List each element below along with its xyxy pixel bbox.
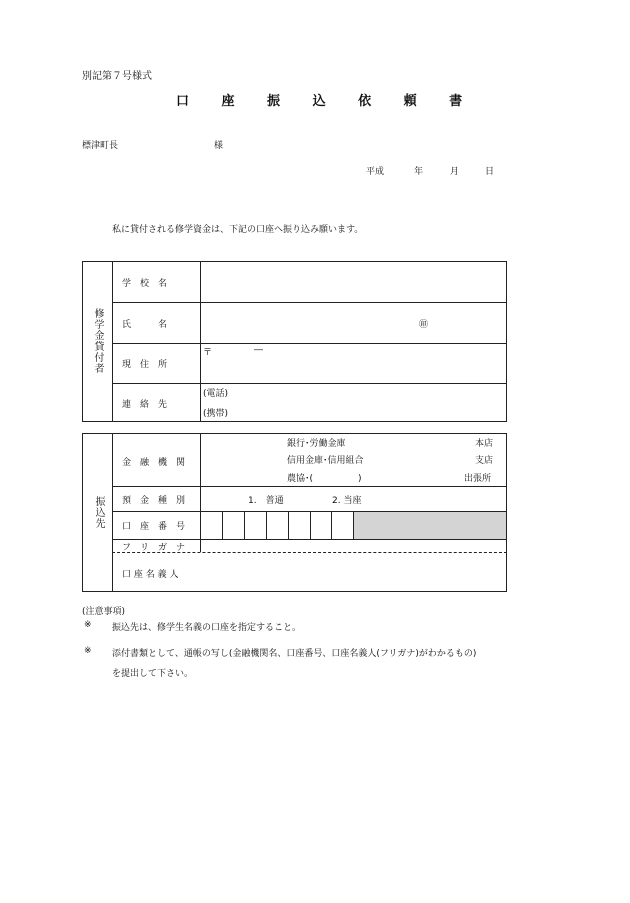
intro-text: 私に貸付される修学資金は、下記の口座へ振り込み願います。	[112, 225, 364, 235]
branch-branch: 支店	[475, 456, 494, 466]
contact-label: 連 絡 先	[122, 400, 168, 410]
postal-mark: 〒	[203, 348, 213, 358]
branch-main: 本店	[475, 439, 494, 449]
notes-heading: (注意事項)	[82, 607, 126, 617]
date-day: 日	[485, 167, 495, 177]
document-title: 口 座 振 込 依 頼 書	[176, 94, 477, 109]
note-item-2: 添付書類として、通帳の写し(金融機関名、口座番号、口座名義人(フリガナ)がわかるもの)	[112, 649, 477, 659]
account-holder-label: 口 座 名 義 人	[122, 570, 179, 580]
note-item-1: 振込先は、修学生名義の口座を指定すること。	[112, 623, 302, 633]
furigana-label: フ リ ガ ナ	[122, 543, 186, 553]
borrower-side-label: 修学金貸付者	[92, 308, 103, 374]
note-item-2-continued: を提出して下さい。	[112, 669, 194, 679]
bank-type-line2: 信用金庫･信用組合	[287, 456, 364, 466]
school-name-label: 学 校 名	[122, 279, 168, 289]
bank-type-line1: 銀行･労働金庫	[287, 439, 346, 449]
name-label: 氏 名	[122, 320, 168, 330]
deposit-type-label: 預 金 種 別	[122, 496, 186, 506]
honorific: 様	[214, 141, 224, 151]
note-mark: ※	[84, 646, 92, 656]
branch-office: 出張所	[464, 474, 492, 484]
phone-label: (電話)	[203, 389, 229, 399]
address-label: 現 住 所	[122, 360, 168, 370]
seal-mark: ㊞	[419, 320, 429, 330]
form-number: 別記第７号様式	[82, 71, 152, 82]
note-mark: ※	[84, 620, 92, 630]
addressee: 標津町長	[82, 141, 119, 151]
transfer-side-label: 振込先	[93, 496, 104, 529]
postal-dash: ―	[254, 345, 263, 355]
mobile-label: (携帯)	[203, 409, 229, 419]
deposit-option-current: 2. 当座	[332, 496, 362, 506]
account-number-shaded-area	[353, 512, 506, 539]
date-year: 年	[414, 167, 424, 177]
date-era: 平成	[366, 167, 385, 177]
account-number-label: 口 座 番 号	[122, 522, 186, 532]
institution-label: 金 融 機 関	[122, 458, 186, 468]
date-month: 月	[450, 167, 460, 177]
bank-type-line3: 農協･( )	[287, 474, 362, 484]
deposit-option-ordinary: 1. 普通	[248, 496, 284, 506]
